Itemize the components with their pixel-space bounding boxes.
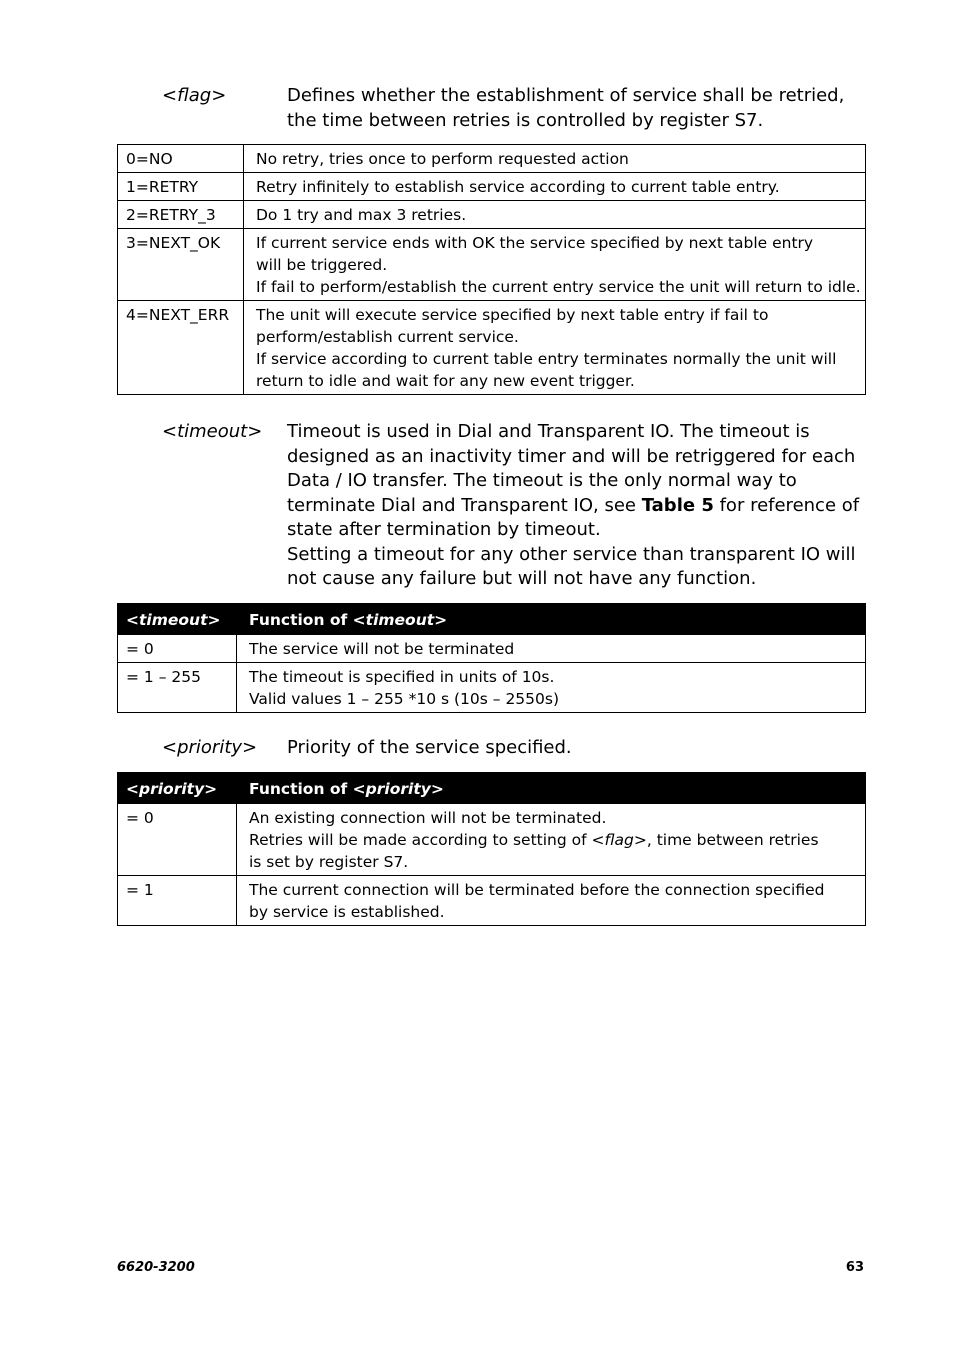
priority-key-cell: = 0 (118, 804, 237, 876)
cell-text: Retries will be made according to setting of < (249, 831, 605, 849)
flag-key-cell: 1=RETRY (118, 173, 244, 201)
timeout-key-cell: = 1 – 255 (118, 663, 237, 713)
header-text: > (434, 611, 448, 629)
timeout-header-function (237, 604, 866, 635)
priority-param-name (162, 736, 257, 761)
cell-line: The current connection will be terminated before the connection specified (249, 881, 825, 899)
priority-table (117, 772, 866, 926)
document-number: 6620-3200 (117, 1260, 195, 1275)
table-row (118, 201, 866, 229)
cell-line: by service is established. (249, 903, 445, 921)
flag-key-cell: 4=NEXT_ERR (118, 301, 244, 395)
header-text: > (430, 780, 444, 798)
priority-key-cell: = 1 (118, 876, 237, 926)
priority-value-cell (237, 876, 866, 926)
flag-value-cell (244, 173, 866, 201)
flag-description (287, 84, 862, 133)
cell-line: No retry, tries once to perform requested action (256, 150, 629, 168)
priority-description-text: Priority of the service specified. (287, 737, 572, 758)
flag-value-cell (244, 229, 866, 301)
cell-line: The timeout is specified in units of 10s. (249, 668, 555, 686)
cell-line: Valid values 1 – 255 *10 s (10s – 2550s) (249, 690, 560, 708)
flag-param-name (162, 84, 226, 109)
priority-description (287, 736, 862, 761)
cell-text: flag (604, 831, 634, 849)
timeout-name-close: > (247, 421, 263, 442)
header-text: priority (365, 780, 431, 798)
flag-description-text: Defines whether the establishment of service shall be retried, the time between retries is controlled by register S7. (287, 85, 845, 131)
cell-line: is set by register S7. (249, 853, 409, 871)
cell-line: An existing connection will not be terminated. (249, 809, 607, 827)
page-number: 63 (845, 1260, 864, 1275)
table-row (118, 804, 866, 876)
table-row (118, 663, 866, 713)
priority-header-function (237, 773, 866, 804)
flag-value-cell (244, 145, 866, 173)
table-header-row (118, 604, 866, 635)
flag-table (117, 144, 866, 395)
header-text: timeout (139, 611, 208, 629)
cell-line: return to idle and wait for any new event trigger. (256, 372, 635, 390)
table-row (118, 301, 866, 395)
header-text: priority (139, 780, 205, 798)
cell-line: If service according to current table entry terminates normally the unit will (256, 350, 837, 368)
flag-key-cell: 3=NEXT_OK (118, 229, 244, 301)
timeout-description-paragraph-1 (287, 420, 862, 543)
timeout-param-name (162, 420, 262, 445)
timeout-description-paragraph-2: Setting a timeout for any other service than transparent IO will not cause any failure but will not have any function. (287, 543, 856, 589)
header-text: < (126, 780, 139, 798)
flag-value-cell (244, 201, 866, 229)
cell-line: If current service ends with OK the service specified by next table entry (256, 234, 814, 252)
cell-text: >, time between retries (633, 831, 819, 849)
cell-line: If fail to perform/establish the current entry service the unit will return to idle. (256, 278, 861, 296)
header-text: Function of < (249, 611, 366, 629)
cell-line (249, 829, 857, 851)
cell-line: The service will not be terminated (249, 640, 515, 658)
table-row (118, 229, 866, 301)
priority-header-key (118, 773, 237, 804)
timeout-header-key (118, 604, 237, 635)
table-reference: Table 5 (641, 494, 714, 516)
priority-value-cell (237, 804, 866, 876)
flag-name-close: > (211, 85, 227, 106)
flag-name: flag (177, 85, 212, 106)
timeout-key-cell: = 0 (118, 635, 237, 663)
cell-line: The unit will execute service specified by next table entry if fail to (256, 306, 769, 324)
table-row (118, 145, 866, 173)
header-text: timeout (365, 611, 435, 629)
header-text: Function of < (249, 780, 366, 798)
cell-line: will be triggered. (256, 256, 388, 274)
flag-value-cell (244, 301, 866, 395)
header-text: < (126, 611, 139, 629)
table-row (118, 173, 866, 201)
table-row (118, 635, 866, 663)
table-row (118, 876, 866, 926)
cell-line: perform/establish current service. (256, 328, 519, 346)
timeout-value-cell (237, 635, 866, 663)
flag-key-cell: 2=RETRY_3 (118, 201, 244, 229)
priority-name-close: > (242, 737, 258, 758)
timeout-name: timeout (177, 421, 248, 442)
timeout-desc-text: Timeout is used in Dial and Transparent IO. The timeout is designed as an inactivity timer and will be retriggered for each Data / IO transfer. The timeout is the only normal way to terminate Dial and Transparent IO, see (287, 421, 856, 516)
timeout-table (117, 603, 866, 713)
priority-name: priority (177, 737, 243, 758)
timeout-description (287, 420, 862, 592)
flag-key-cell: 0=NO (118, 145, 244, 173)
table-header-row (118, 773, 866, 804)
flag-name-open: < (162, 85, 178, 106)
timeout-name-open: < (162, 421, 178, 442)
cell-line: Do 1 try and max 3 retries. (256, 206, 467, 224)
header-text: > (204, 780, 218, 798)
priority-name-open: < (162, 737, 178, 758)
timeout-desc-text: for reference of state after termination by timeout. (287, 494, 860, 540)
cell-line: Retry infinitely to establish service according to current table entry. (256, 178, 780, 196)
timeout-value-cell (237, 663, 866, 713)
header-text: > (207, 611, 221, 629)
